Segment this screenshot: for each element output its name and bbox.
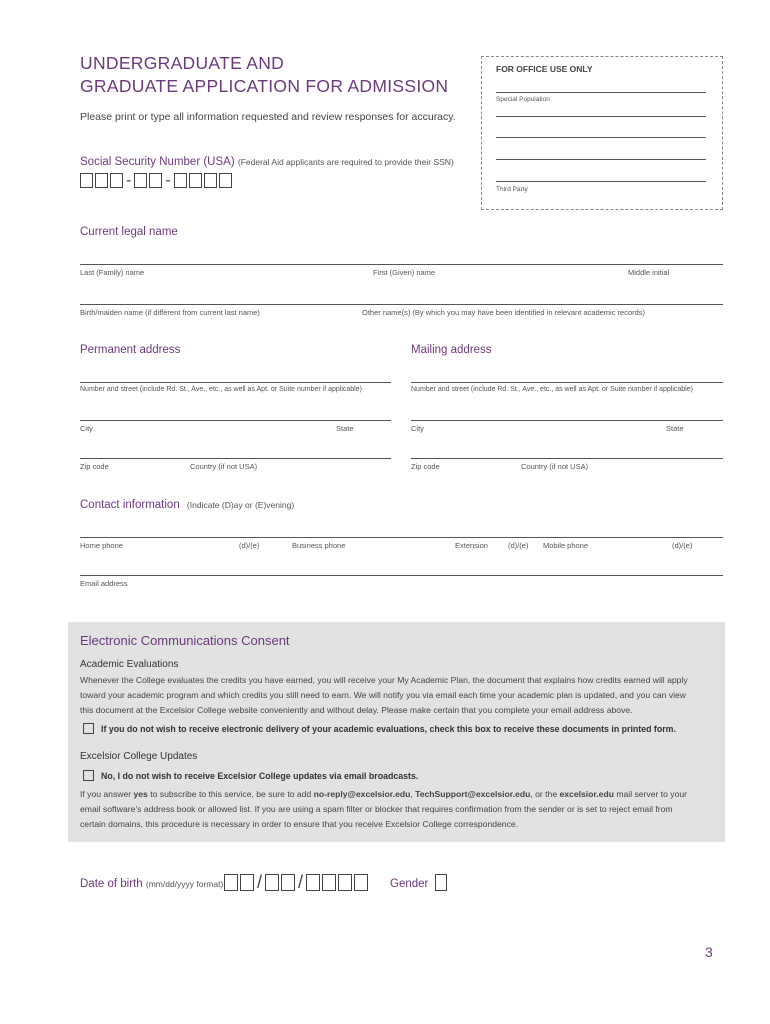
ssn-label: Social Security Number (USA) <box>80 156 235 168</box>
dob-digit-box[interactable] <box>240 874 254 891</box>
office-use-title: FOR OFFICE USE ONLY <box>496 64 593 74</box>
contact-heading-label: Contact information <box>80 499 180 511</box>
dob-digit-box[interactable] <box>265 874 279 891</box>
business-phone-label: Business phone <box>292 541 346 550</box>
dob-input[interactable] <box>224 874 368 891</box>
excelsior-domain: excelsior.edu <box>559 789 614 799</box>
ssn-heading <box>80 156 454 168</box>
dob-digit-box[interactable] <box>306 874 320 891</box>
title-line-1: UNDERGRADUATE AND <box>80 53 285 73</box>
mail-city-line[interactable] <box>411 420 723 421</box>
updates-sep: , <box>410 789 416 799</box>
mailing-address-heading: Mailing address <box>411 344 492 356</box>
mail-street-line[interactable] <box>411 382 723 383</box>
college-updates-heading: Excelsior College Updates <box>80 751 198 762</box>
dob-digit-box[interactable] <box>322 874 336 891</box>
perm-state-label: State <box>336 424 354 433</box>
last-name-label: Last (Family) name <box>80 268 145 277</box>
mobile-phone-label: Mobile phone <box>543 541 589 550</box>
home-de-label: (d)/(e) <box>239 541 260 550</box>
updates-yes: yes <box>133 789 148 799</box>
mail-zip-label: Zip code <box>411 462 440 471</box>
no-updates-checkbox-label: No, I do not wish to receive Excelsior College updates via email broadcasts. <box>101 771 419 781</box>
legal-name-line[interactable] <box>80 264 723 265</box>
ssn-digit-box[interactable] <box>174 173 187 188</box>
other-name-line[interactable] <box>80 304 723 305</box>
ssn-digit-box[interactable] <box>134 173 147 188</box>
first-name-label: First (Given) name <box>373 268 436 277</box>
mail-state-label: State <box>666 424 684 433</box>
perm-city-line[interactable] <box>80 420 391 421</box>
ssn-note: (Federal Aid applicants are required to provide their SSN) <box>237 157 454 167</box>
email-line[interactable] <box>80 575 723 576</box>
noreply-email: no-reply@excelsior.edu <box>313 789 411 799</box>
third-party-label: Third Party <box>496 186 528 193</box>
ssn-digit-box[interactable] <box>204 173 217 188</box>
perm-street-line[interactable] <box>80 382 391 383</box>
mobile-de-label: (d)/(e) <box>672 541 693 550</box>
form-title <box>80 52 448 98</box>
ssn-digit-box[interactable] <box>189 173 202 188</box>
perm-country-label: Country (if not USA) <box>190 462 258 471</box>
home-phone-label: Home phone <box>80 541 123 550</box>
dob-label: Date of birth <box>80 878 143 890</box>
email-label: Email address <box>80 579 128 588</box>
mail-zip-line[interactable] <box>411 458 723 459</box>
office-line-4[interactable] <box>496 159 706 160</box>
ssn-digit-box[interactable] <box>110 173 123 188</box>
updates-text-1: If you answer <box>80 789 134 799</box>
other-names-label: Other name(s) (By which you may have been identified in relevant academic records) <box>362 308 646 317</box>
gender-input-box[interactable] <box>435 874 447 891</box>
no-updates-checkbox[interactable] <box>83 770 94 781</box>
printed-form-checkbox[interactable] <box>83 723 94 734</box>
dob-digit-box[interactable] <box>354 874 368 891</box>
phone-line[interactable] <box>80 537 723 538</box>
printed-form-checkbox-label: If you do not wish to receive electronic delivery of your academic evaluations, check this box to receive these documents in printed form. <box>101 724 676 734</box>
ssn-dash: - <box>165 172 171 189</box>
dob-format: (mm/dd/yyyy format) <box>145 879 224 889</box>
techsupport-email: TechSupport@excelsior.edu <box>415 789 531 799</box>
extension-label: Extension <box>455 541 488 550</box>
office-line-1[interactable] <box>496 92 706 93</box>
ssn-digit-box[interactable] <box>219 173 232 188</box>
contact-heading <box>80 499 294 511</box>
perm-city-label: City <box>80 424 93 433</box>
permanent-address-heading: Permanent address <box>80 344 181 356</box>
perm-zip-label: Zip code <box>80 462 109 471</box>
legal-name-heading: Current legal name <box>80 226 178 238</box>
mail-country-label: Country (if not USA) <box>521 462 589 471</box>
college-updates-text <box>80 787 700 832</box>
contact-note: (Indicate (D)ay or (E)vening) <box>186 500 295 510</box>
academic-evaluations-text: Whenever the College evaluates the credits you have earned, you will receive your My Academic Plan, the document that explains how credits earned will apply toward your academic program and which credits you still need to earn. We will notify you via email each time your academic plan is updated, and you can view this document at the Excelsior College website conveniently and without delay. Please make certain that you complete your email address above. <box>80 675 688 715</box>
birth-name-label: Birth/maiden name (if different from current last name) <box>80 308 260 317</box>
updates-text-3: , or the <box>530 789 560 799</box>
updates-text-2: to subscribe to this service, be sure to add <box>147 789 314 799</box>
office-line-2[interactable] <box>496 116 706 117</box>
mail-street-label: Number and street (include Rd. St., Ave., etc., as well as Apt. or Suite number if applicable) <box>411 386 693 393</box>
academic-evaluations-heading: Academic Evaluations <box>80 659 179 670</box>
title-line-2: GRADUATE APPLICATION FOR ADMISSION <box>80 76 449 96</box>
ssn-digit-box[interactable] <box>80 173 93 188</box>
perm-street-label: Number and street (include Rd. St., Ave., etc., as well as Apt. or Suite number if applicable) <box>80 386 362 393</box>
ssn-input[interactable] <box>80 173 232 188</box>
business-de-label: (d)/(e) <box>508 541 529 550</box>
office-line-5[interactable] <box>496 181 706 182</box>
dob-digit-box[interactable] <box>338 874 352 891</box>
intro-text: Please print or type all information requested and review responses for accuracy. <box>80 111 456 123</box>
ssn-digit-box[interactable] <box>149 173 162 188</box>
updates-text-4: mail server to your email software’s address book or allowed list. If you are using a spam filter or blocker that requires confirmation from the sender or is set to reject email from certain domains, this procedure is necessary in order to ensure that you receive Excelsior College correspondence. <box>80 789 688 829</box>
page-number: 3 <box>705 944 713 960</box>
dob-heading <box>80 878 223 890</box>
special-population-label: Special Population <box>496 96 550 103</box>
dob-digit-box[interactable] <box>224 874 238 891</box>
ssn-digit-box[interactable] <box>95 173 108 188</box>
dob-slash: / <box>257 872 263 892</box>
dob-digit-box[interactable] <box>281 874 295 891</box>
office-line-3[interactable] <box>496 137 706 138</box>
perm-zip-line[interactable] <box>80 458 391 459</box>
middle-initial-label: Middle initial <box>628 268 670 277</box>
consent-heading: Electronic Communications Consent <box>80 633 290 648</box>
mail-city-label: City <box>411 424 424 433</box>
ssn-dash: - <box>126 172 132 189</box>
dob-slash: / <box>298 872 304 892</box>
gender-label: Gender <box>390 878 429 890</box>
